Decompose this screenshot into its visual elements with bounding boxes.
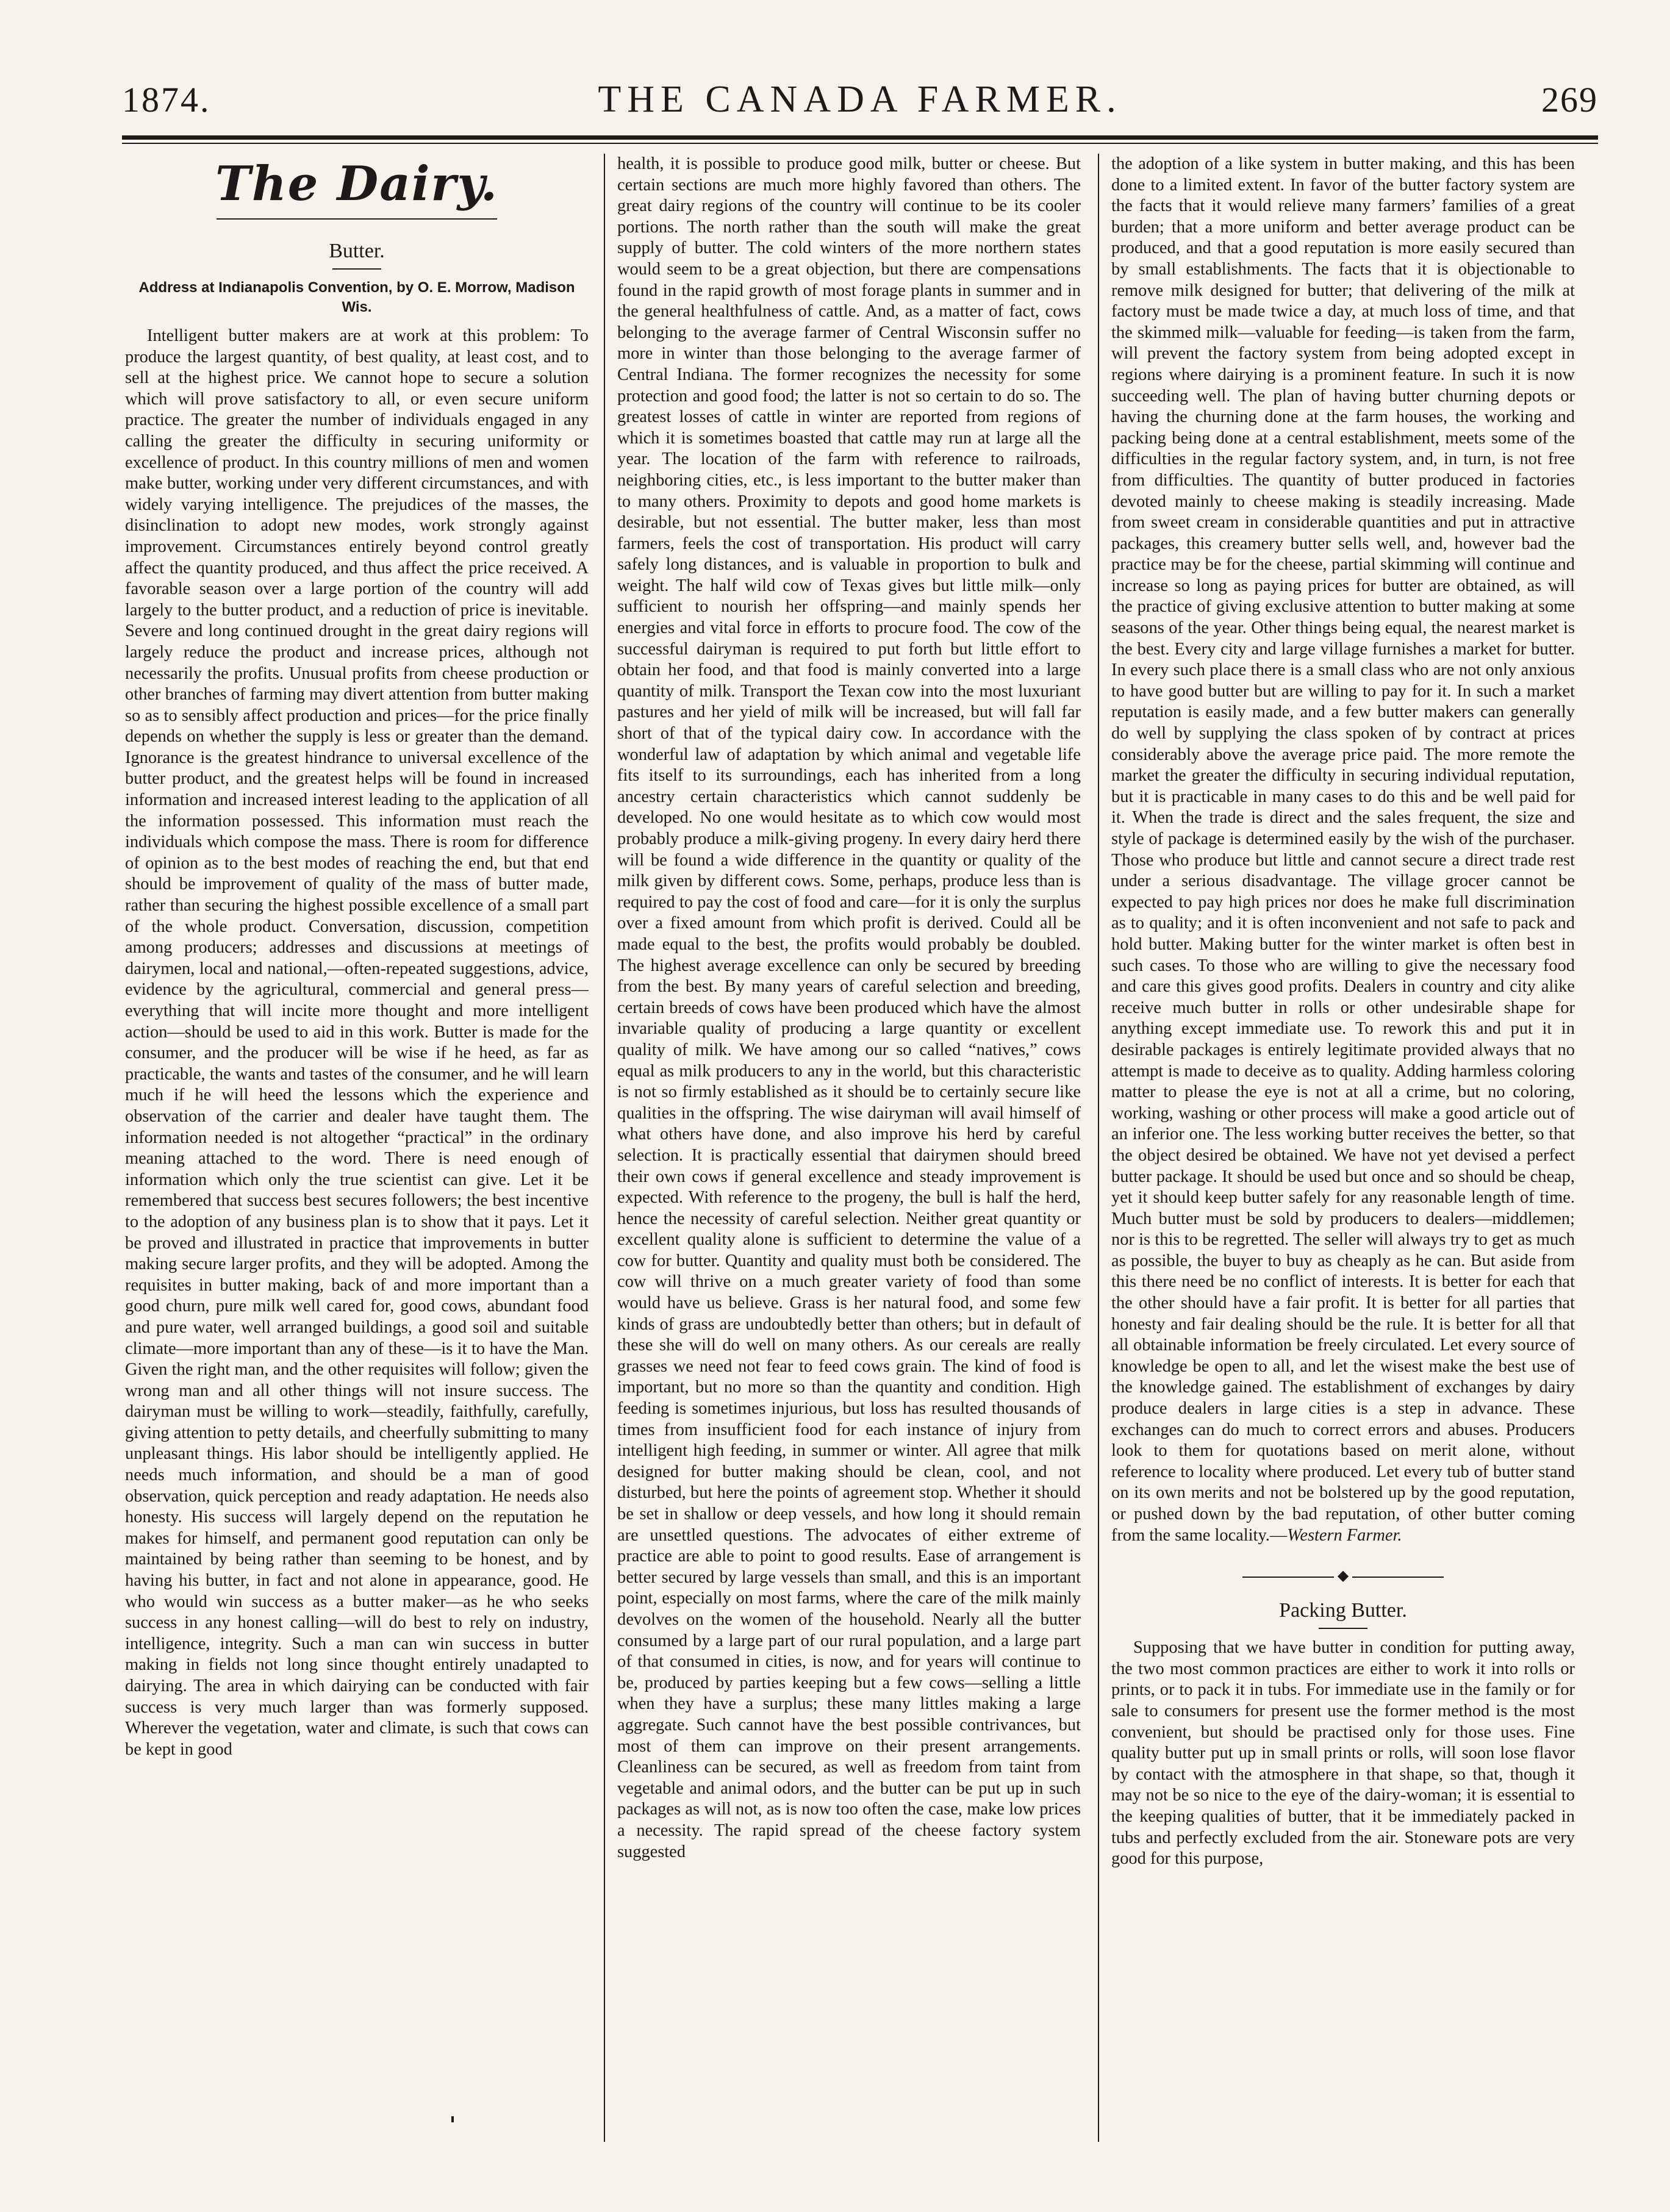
header-title: THE CANADA FARMER. bbox=[598, 79, 1122, 120]
article-title-packing-butter: Packing Butter. bbox=[1279, 1599, 1407, 1622]
column-divider-2 bbox=[1098, 154, 1099, 2142]
article-paragraph: Supposing that we have butter in condition for putting away, the two most common practices are either to work it into rolls or prints, or to pack it in tubs. For immediate use in the family or for sale to consumers for present use the former method is the most convenient, but should be practised only for those uses. Fine quality butter put up in small prints or rolls, will soon lose flavor by contact with the atmosphere in that shape, so that, though it may not be so nice to the eye of the dairy-woman; it is essential to the keeping qualities of butter, that it be immediately packed in tubs and perfectly excluded from the air. Stoneware pots are very good for this purpose, bbox=[1111, 1638, 1575, 1869]
article-paragraph: health, it is possible to produce good milk, butter or cheese. But certain sections are much more highly favored than others. The great dairy regions of the country will continue to be its cooler portions. The north rather than the south will make the great supply of butter. The cold winters of the more northern states would seem to be a great objection, but there are compensations found in the rapid growth of most forage plants in summer and in the general healthfulness of cattle. And, as a matter of fact, cows belonging to the average farmer of Central Wisconsin suffer no more in winter than those belonging to the average farmer of Central Indiana. The former recognizes the necessity for some protection and good food; the latter is not so certain to do so. The greatest losses of cattle in winter are reported from regions of which it is sometimes boasted that cattle may run at large all the year. The location of the farm with reference to railroads, neighboring cities, etc., is less important to the butter maker than to many others. Proximity to depots and good home markets is desirable, but not essential. The butter maker, less than most farmers, feels the cost of transportation. His product will carry safely long distances, and is valuable in proportion to bulk and weight. The half wild cow of Texas gives but little milk—only sufficient to nourish her offspring—and mainly spends her energies and vital force in efforts to procure food. The cow of the successful dairyman is required to put forth but little effort to obtain her food, and that food is mainly converted into a large quantity of milk. Transport the Texan cow into the most luxuriant pastures and her yield of milk will be increased, but will fall far short of that of the typical dairy cow. In accordance with the wonderful law of adaptation by which animal and vegetable life fits itself to its surroundings, each has inherited from a long ancestry certain characteristics which cannot suddenly be developed. No one would hesitate as to which cow would most probably produce a milk-giving progeny. In every dairy herd there will be found a wide difference in the quantity or quality of the milk given by different cows. Some, perhaps, produce less than is required to pay the cost of food and care—for it is only the surplus over a fixed amount from which profit is derived. Could all be made equal to the best, the profits would probably be doubled. The highest average excellence can only be secured by breeding from the best. By many years of careful selection and breeding, certain breeds of cows have been produced which have the almost invariable quality of producing a large quantity or excellent quality of milk. We have among our so called “natives,” cows equal as milk producers to any in the world, but this characteristic is not so firmly established as it should be to certainly secure like qualities in the offspring. The wise dairyman will avail himself of what others have done, and also improve his herd by careful selection. It is practically essential that dairymen should breed their own cows if general excellence and steady improvement is expected. With reference to the progeny, the bull is half the herd, hence the necessity of careful selection. Neither great quantity or excellent quality alone is sufficient to determine the value of a cow for butter. Quantity and quality must both be considered. The cow will thrive on a much greater variety of food than some would have us believe. Grass is her natural food, and some few kinds of grass are undoubtedly better than others; but in default of these she will do well on many others. As our cereals are really grasses we need not fear to feed cows grain. The kind of food is important, but no more so than the quantity and condition. High feeding is sometimes injurious, but loss has resulted thousands of times from insufficient food for each instance of injury from intelligent high feeding, in summer or winter. All agree that milk designed for butter making should be clean, cool, and not disturbed, but here the points of agreement stop. Whether it should be set in shallow or deep vessels, and how long it should remain are unsettled questions. The advocates of either extreme of practice are able to point to good results. Ease of arrangement is better secured by large vessels than small, and this is an important point, especially on most farms, where the care of the milk mainly devolves on the women of the household. Nearly all the butter consumed by a large part of our rural population, and a large part of that consumed in cities, is now, and for years will continue to be, produced by parties keeping but a few cows—selling a little when they have a surplus; these many littles making a large aggregate. Such cannot have the best possible contrivances, but most of them can improve on their present arrangements. Cleanliness can be secured, as well as freedom from taint from vegetable and animal odors, and the butter can be put up in such packages as will not, as is now too often the case, make low prices a necessity. The rapid spread of the cheese factory system suggested bbox=[617, 154, 1081, 1861]
article-attribution: Western Farmer. bbox=[1287, 1525, 1402, 1545]
article-text-end: the adoption of a like system in butter making, and this has been done to a limited extent. In favor of the butter factory system are the facts that it would relieve many farmers’ families of a great burden; that a more uniform and better average product can be produced, and that a good reputation is more easily secured than by small establishments. The facts that it is objectionable to remove milk designed for butter; that delivering of the milk at factory must be made twice a day, at much loss of time, and that the skimmed milk—valuable for feeding—is taken from the farm, will prevent the factory system from being adopted except in regions where dairying is a prominent feature. In such it is now succeeding well. The plan of having butter churning depots or having the churning done at the farm houses, the working and packing being done at a central establishment, meets some of the difficulties in the regular factory system, and, in turn, is not free from difficulties. The quantity of butter produced in factories devoted mainly to cheese making is steadily increasing. Made from sweet cream in considerable quantities and put in attractive packages, this creamery butter sells well, and, however bad the practice may be for the cheese, partial skimming will continue and increase so long as paying prices for butter are obtained, as will the practice of giving exclusive attention to butter making at some seasons of the year. Other things being equal, the nearest market is the best. Every city and large village furnishes a market for butter. In every such place there is a small class who are not only anxious to have good butter but are willing to pay for it. In such a market reputation is easily made, and a few butter makers can generally do well by supplying the class spoken of by contract at prices considerably above the average price paid. The more remote the market the greater the difficulty in securing individual reputation, but it is practicable in many cases to do this and be well paid for it. When the trade is direct and the sales frequent, the size and style of package is determined easily by the wish of the purchaser. Those who produce but little and cannot secure a direct trade rest under a serious disadvantage. The village grocer cannot be expected to pay high prices nor does he make full discrimination as to quality; and it is often inconvenient and not safe to pack and hold butter. Making butter for the winter market is often best in such cases. To those who are willing to give the necessary food and care this gives good profits. Dealers in country and city alike receive much butter in rolls or other undesirable shape for anything except immediate use. To rework this and put it in desirable packages is entirely legitimate provided always that no attempt is made to deceive as to quality. Adding harmless coloring matter to please the eye is not at all a crime, but no coloring, working, washing or other process will make a good article out of an inferior one. The less working butter receives the better, so that the object desired be obtained. We have not yet devised a perfect butter package. It should be used but once and so should be cheap, yet it should keep butter safely for any reasonable length of time. Much butter must be sold by producers to dealers—middlemen; nor is this to be regretted. The seller will always try to get as much as possible, the buyer to buy as cheaply as he can. But aside from this there need be no conflict of interests. It is better for each that the other should have a fair profit. It is better for all parties that honesty and fair dealing should be the rule. It is better for all that all obtainable information be freely circulated. Let every source of knowledge be open to all, and let the wisest make the best use of the knowledge gained. The establishment of exchanges by dairy produce dealers in large cities is a step in advance. These exchanges can do much to correct errors and abuses. Producers look to them for quotations based on merit alone, without reference to locality where produced. Let every tub of butter stand on its own merits and not be bolstered up by the good reputation, or pushed down by the bad reputation, of other butter coming from the same locality.— bbox=[1111, 154, 1575, 1545]
header-rule-thick bbox=[122, 135, 1598, 140]
section-ornament: ◆ bbox=[1111, 1567, 1575, 1585]
header-year: 1874. bbox=[122, 80, 211, 120]
article-byline: Address at Indianapolis Convention, by O. E. Morrow, Madison Wis. bbox=[138, 279, 575, 315]
print-mark bbox=[451, 2116, 454, 2122]
column-3 bbox=[1111, 154, 1575, 2166]
header-page-number: 269 bbox=[1541, 80, 1598, 120]
article-paragraph bbox=[1111, 154, 1575, 1546]
title-rule bbox=[332, 268, 381, 270]
article-paragraph: Intelligent butter makers are at work at this problem: To produce the largest quantity, of best quality, at least cost, and to sell at the highest price. We cannot hope to secure a solution which will prove satisfactory to all, or even secure uniform practice. The greater the number of individuals engaged in any calling the greater the difficulty in securing uniformity or excellence of product. In this country millions of men and women make butter, working under very different circumstances, and with widely varying intelligence. The prejudices of the masses, the disinclination to adopt new modes, work strongly against improvement. Circumstances entirely beyond control greatly affect the quantity produced, and thus affect the price received. A favorable season over a large portion of the country will add largely to the butter product, and a reduction of price is inevitable. Severe and long continued drought in the great dairy regions will largely reduce the product and increase prices, although not necessarily the profits. Unusual profits from cheese production or other branches of farming may divert attention from butter making so as to sensibly affect production and prices—for the price finally depends on whether the supply is less or greater than the demand. Ignorance is the greatest hindrance to universal excellence of the butter product, and the greatest helps will be found in increased information and increased interest leading to the application of all the information possessed. This information must reach the individuals which compose the mass. There is room for difference of opinion as to the best modes of reaching the end, but that end should be improvement of quality of the mass of butter made, rather than securing the highest possible excellence of a small part of the whole product. Conversation, discussion, competition among producers; addresses and discussions at meetings of dairymen, local and national,—often-repeated suggestions, advice, evidence by the agricultural, commercial and general press—everything that will incite more thought and more intelligent action—should be used to aid in this work. Butter is made for the consumer, and the producer will be wise if he heed, as far as practicable, the wants and tastes of the consumer, and he will learn much if he will heed the lessons which the experience and observation of the carrier and dealer have taught them. The information needed is not altogether “practical” in the ordinary meaning attached to the word. There is need enough of information which only the true scientist can give. Let it be remembered that success best secures followers; the best incentive to the adoption of any business plan is to show that it pays. Let it be proved and illustrated in practice that improvements in butter making secure larger profits, and they will be adopted. Among the requisites in butter making, back of and more important than a good churn, pure milk well cared for, good cows, abundant food and pure water, well arranged buildings, a good soil and suitable climate—more important than any of these—is it to have the Man. Given the right man, and the other requisites will follow; given the wrong man and all other things will not insure success. The dairyman must be willing to work—steadily, faithfully, carefully, giving attention to petty details, and cheerfully submitting to many unpleasant things. His labor should be intelligently applied. He needs much information, and should be a man of good observation, quick perception and ready adaptation. He needs also honesty. His success will largely depend on the reputation he makes for himself, and permanent good reputation can only be maintained by being rather than seeming to be honest, and by having his butter, in fact and not alone in appearance, good. He who would win success as a butter maker—as he who seeks success in any honest calling—will do best to rely on industry, intelligence, integrity. Such a man can win success in butter making in fields not long since thought entirely unadapted to dairying. The area in which dairying can be conducted with fair success is very much larger than was formerly supposed. Wherever the vegetation, water and climate, is such that cows can be kept in good bbox=[125, 326, 589, 1759]
page-header bbox=[122, 67, 1598, 134]
column-divider-1 bbox=[604, 154, 605, 2142]
column-1 bbox=[125, 154, 589, 2166]
title-rule bbox=[1319, 1628, 1367, 1629]
article-title-butter: Butter. bbox=[329, 240, 385, 262]
header-rule-thin bbox=[122, 143, 1598, 144]
column-2 bbox=[617, 154, 1081, 2166]
section-rule bbox=[217, 218, 497, 220]
section-title: The Dairy. bbox=[215, 156, 498, 212]
